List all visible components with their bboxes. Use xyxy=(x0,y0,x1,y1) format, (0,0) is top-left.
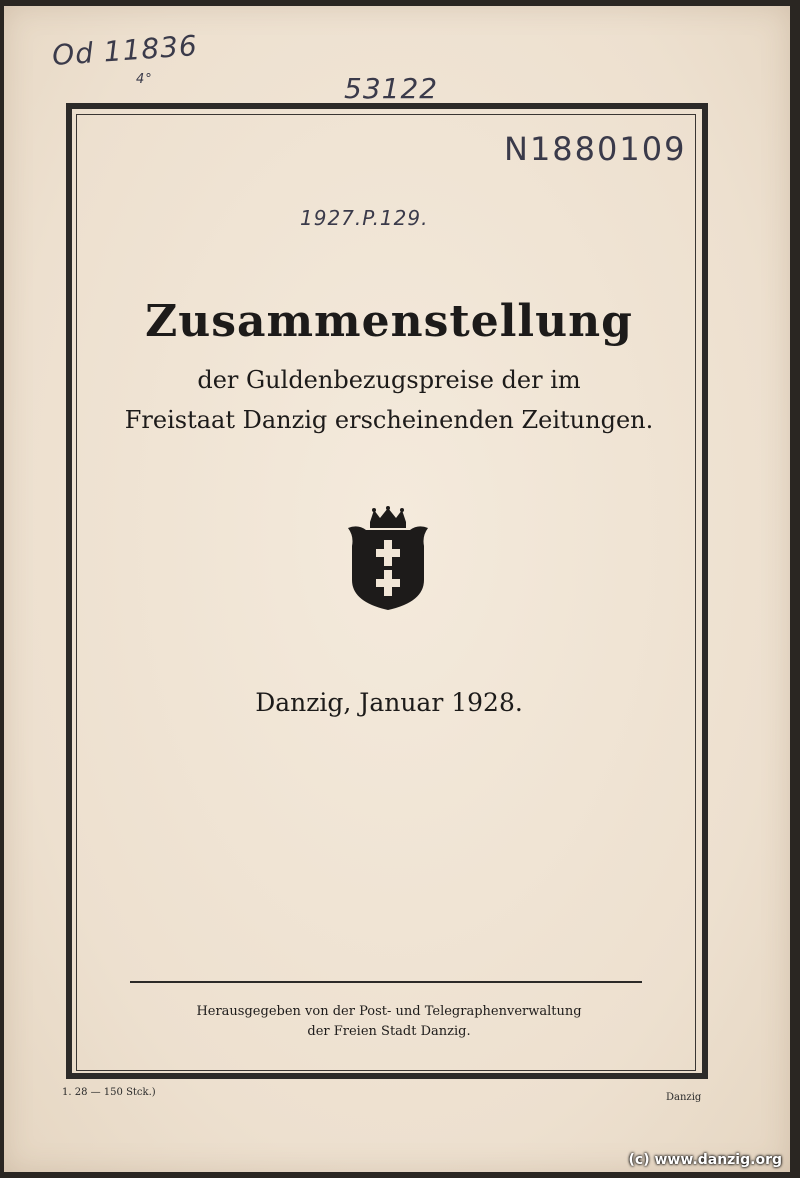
document-page xyxy=(4,6,790,1172)
subtitle-line-1: der Guldenbezugspreise der im xyxy=(197,366,581,394)
footer-divider xyxy=(130,981,642,983)
printer-place: Danzig xyxy=(666,1092,702,1103)
document-title: Zusammenstellung xyxy=(145,296,633,347)
handwritten-shelfmark-sub: 4° xyxy=(136,72,153,87)
handwritten-code: N1880109 xyxy=(504,130,687,168)
place-and-date: Danzig, Januar 1928. xyxy=(255,688,523,717)
handwritten-shelfmark: Od 11836 xyxy=(51,28,199,73)
danzig-coat-of-arms-icon xyxy=(340,506,436,614)
print-run-note: 1. 28 — 150 Stck.) xyxy=(62,1087,156,1098)
publisher-line-1: Herausgegeben von der Post- und Telegraphenverwaltung xyxy=(196,1004,582,1019)
handwritten-reference: 1927.P.129. xyxy=(300,206,429,230)
publisher-line-2: der Freien Stadt Danzig. xyxy=(307,1024,471,1039)
handwritten-number: 53122 xyxy=(344,72,439,105)
subtitle-line-2: Freistaat Danzig erscheinenden Zeitungen. xyxy=(124,406,654,434)
copyright-watermark: (c) www.danzig.org xyxy=(628,1152,782,1168)
